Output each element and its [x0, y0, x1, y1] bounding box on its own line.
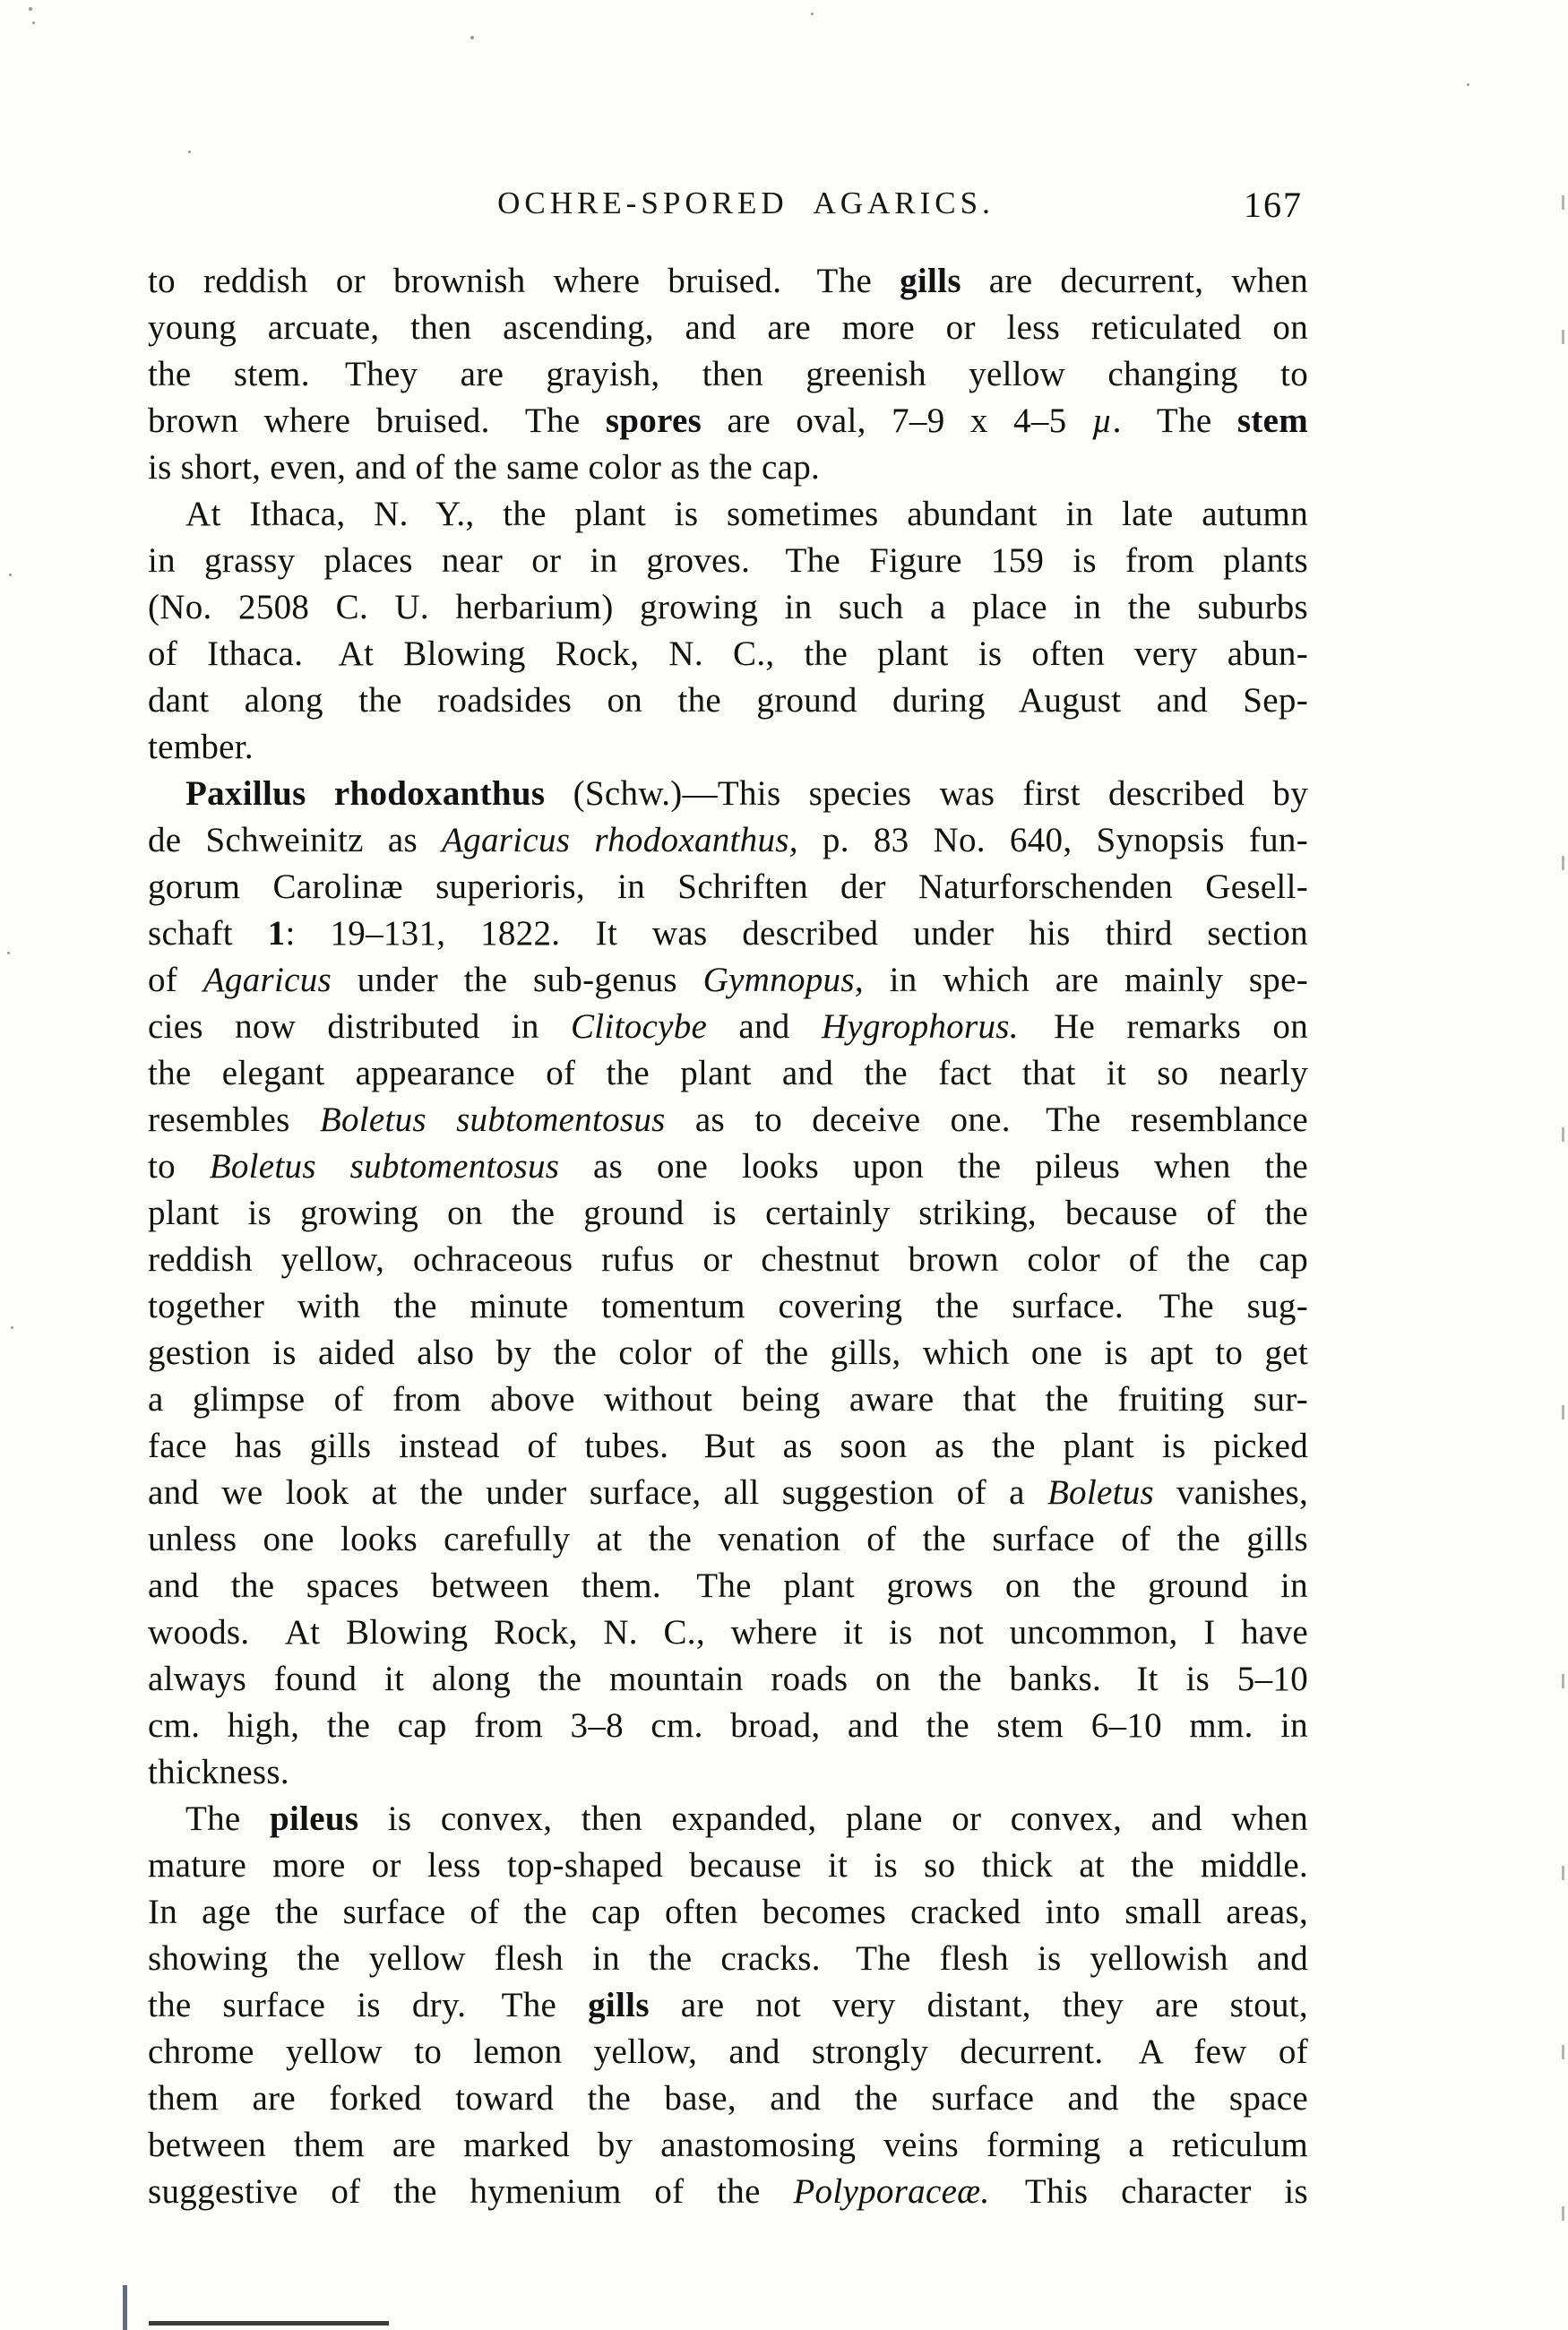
text-line — [148, 1796, 1308, 1842]
body-text: p. 83 No. 640, Synopsis fun- — [797, 821, 1308, 859]
scan-edge-mark — [1562, 2206, 1564, 2221]
text-line — [148, 398, 1308, 444]
text-line — [148, 538, 1308, 584]
scan-edge-mark — [1562, 1127, 1564, 1142]
bold-text: Paxillus rhodoxanthus — [185, 774, 546, 813]
body-text: between them are marked by anastomosing veins forming a reticulum — [148, 2126, 1308, 2164]
body-text: vanishes, — [1154, 1473, 1309, 1512]
body-text: brown where bruised. The — [148, 401, 606, 440]
italic-text: Boletus subtomentosus — [319, 1100, 666, 1139]
text-line — [148, 1237, 1308, 1283]
body-text: are oval, 7–9 x 4–5 — [702, 401, 1092, 440]
text-line — [148, 1516, 1308, 1563]
body-text: and the spaces between them. The plant grows on the ground in — [148, 1566, 1308, 1605]
text-line — [148, 631, 1308, 677]
italic-text: Agaricus — [202, 961, 332, 999]
body-text: de Schweinitz as — [148, 821, 443, 859]
paragraph — [148, 1796, 1308, 2215]
page-number: 167 — [1244, 185, 1303, 225]
body-text: of — [148, 961, 203, 999]
scan-speck — [29, 7, 32, 11]
text-line — [148, 444, 1308, 491]
text-line — [148, 1842, 1308, 1889]
italic-text: Polyporaceæ. — [793, 2172, 990, 2211]
body-text: is convex, then expanded, plane or convex, and when — [358, 1799, 1308, 1838]
italic-text: Agaricus rhodoxanthus, — [442, 821, 798, 859]
body-text: mature more or less top-shaped because it is so thick at the middle. — [148, 1846, 1308, 1885]
body-text: is short, even, and of the same color as the cap. — [148, 448, 821, 487]
body-text: and — [707, 1007, 822, 1046]
body-text: gorum Carolinæ superioris, in Schriften der Naturforschenden Gesell- — [148, 867, 1308, 906]
body-text: them are forked toward the base, and the surface and the space — [148, 2079, 1308, 2118]
text-line — [148, 1470, 1308, 1516]
text-line — [148, 1609, 1308, 1656]
scan-speck — [188, 151, 191, 153]
text-line — [148, 1050, 1308, 1097]
body-text: chrome yellow to lemon yellow, and strongly decurrent. A few of — [148, 2032, 1308, 2071]
body-text: the elegant appearance of the plant and the fact that it so nearly — [148, 1054, 1308, 1092]
text-line — [148, 584, 1308, 631]
text-line — [148, 1982, 1308, 2029]
page-title: OCHRE-SPORED AGARICS. — [497, 186, 995, 220]
bold-text: 1 — [267, 914, 286, 953]
body-text: to reddish or brownish where bruised. The — [148, 262, 900, 300]
bold-text: gills — [588, 1986, 650, 2024]
body-text: of Ithaca. At Blowing Rock, N. C., the plant is often very abun- — [148, 634, 1308, 673]
body-text: unless one looks carefully at the venation of the surface of the gills — [148, 1520, 1308, 1558]
body-text: (No. 2508 C. U. herbarium) growing in such a place in the suburbs — [148, 588, 1308, 626]
body-text: dant along the roadsides on the ground during August and Sep- — [148, 681, 1308, 720]
body-text: to — [148, 1147, 210, 1186]
text-line — [148, 351, 1308, 398]
text-line — [148, 2169, 1308, 2215]
italic-text: Boletus — [1047, 1473, 1155, 1512]
bold-text: gills — [900, 262, 961, 300]
body-text: together with the minute tomentum covering the surface. The sug- — [148, 1287, 1308, 1325]
text-line — [148, 1283, 1308, 1330]
body-text: This character is — [989, 2172, 1308, 2211]
body-text: the surface is dry. The — [148, 1986, 589, 2024]
text-line — [148, 2029, 1308, 2075]
text-line — [148, 1656, 1308, 1703]
body-text: are decurrent, when — [961, 262, 1308, 300]
scan-speck — [9, 574, 12, 576]
bold-text: stem — [1236, 401, 1308, 440]
body-text: suggestive of the hymenium of the — [148, 2172, 794, 2211]
italic-text: Boletus subtomentosus — [209, 1147, 560, 1186]
body-text: In age the surface of the cap often becomes cracked into small areas, — [148, 1893, 1308, 1931]
body-text: cm. high, the cap from 3–8 cm. broad, and the stem 6–10 mm. in — [148, 1706, 1308, 1745]
body-text: (Schw.)—This species was first described by — [545, 774, 1308, 813]
body-text: and we look at the under surface, all suggestion of a — [148, 1473, 1047, 1512]
text-body — [148, 258, 1308, 2215]
text-line — [148, 1376, 1308, 1423]
scan-speck — [1467, 83, 1469, 86]
body-text: At Ithaca, N. Y., the plant is sometimes abundant in late autumn — [185, 495, 1308, 533]
text-line — [148, 305, 1308, 351]
scan-bottom-mark — [123, 2285, 127, 2330]
scan-speck — [470, 36, 474, 39]
text-line — [148, 724, 1308, 771]
scan-edge-mark — [1562, 195, 1564, 210]
body-text: plant is growing on the ground is certainly striking, because of the — [148, 1194, 1308, 1232]
paragraph — [148, 771, 1308, 1796]
scan-edge-mark — [1562, 1674, 1564, 1688]
text-line — [148, 258, 1308, 305]
body-text: : 19–131, 1822. It was described under his third section — [285, 914, 1308, 953]
body-text: woods. At Blowing Rock, N. C., where it is not uncommon, I have — [148, 1613, 1308, 1652]
body-text: The — [185, 1799, 270, 1838]
text-line — [148, 491, 1308, 538]
scan-edge-mark — [1562, 2045, 1564, 2059]
text-line — [148, 771, 1308, 817]
text-line — [148, 817, 1308, 864]
running-head — [148, 186, 1308, 230]
text-line — [148, 2122, 1308, 2169]
body-text: the stem. They are grayish, then greenish yellow changing to — [148, 355, 1308, 393]
body-text: . The — [1112, 401, 1237, 440]
italic-text: µ — [1091, 401, 1113, 440]
text-line — [148, 1563, 1308, 1609]
body-text: always found it along the mountain roads on the banks. It is 5–10 — [148, 1660, 1308, 1698]
text-line — [148, 1889, 1308, 1936]
body-text: He remarks on — [1018, 1007, 1308, 1046]
text-line — [148, 1190, 1308, 1237]
text-line — [148, 1330, 1308, 1376]
scan-edge-mark — [1562, 1866, 1564, 1880]
body-text: schaft — [148, 914, 268, 953]
body-text: are not very distant, they are stout, — [649, 1986, 1308, 2024]
text-line — [148, 677, 1308, 724]
bold-text: spores — [605, 401, 702, 440]
scan-speck — [811, 13, 814, 15]
italic-text: Clitocybe — [570, 1007, 708, 1046]
scan-edge-mark — [1562, 330, 1564, 344]
body-text: in which are mainly spe- — [863, 961, 1309, 999]
text-line — [148, 1097, 1308, 1143]
body-text: as one looks upon the pileus when the — [559, 1147, 1308, 1186]
body-text: face has gills instead of tubes. But as soon as the plant is picked — [148, 1427, 1308, 1465]
italic-text: Hygrophorus. — [821, 1007, 1019, 1046]
scan-edge-mark — [1562, 1405, 1564, 1420]
text-line — [148, 2075, 1308, 2122]
text-line — [148, 1703, 1308, 1749]
text-line — [148, 1143, 1308, 1190]
italic-text: Gymnopus, — [702, 961, 864, 999]
body-text: a glimpse of from above without being aware that the fruiting sur- — [148, 1380, 1308, 1419]
body-text: showing the yellow flesh in the cracks. The flesh is yellowish and — [148, 1939, 1308, 1978]
text-line — [148, 1936, 1308, 1982]
scan-speck — [7, 952, 10, 954]
body-text: as to deceive one. The resemblance — [665, 1100, 1309, 1139]
paragraph — [148, 491, 1308, 771]
text-line — [148, 1423, 1308, 1470]
text-line — [148, 1004, 1308, 1050]
text-line — [148, 1749, 1308, 1796]
body-text: thickness. — [148, 1753, 289, 1791]
bold-text: pileus — [269, 1799, 359, 1838]
body-text: cies now distributed in — [148, 1007, 571, 1046]
text-line — [148, 864, 1308, 910]
paragraph — [148, 258, 1308, 491]
body-text: under the sub-genus — [332, 961, 703, 999]
scan-speck — [11, 1326, 13, 1329]
body-text: gestion is aided also by the color of the gills, which one is apt to get — [148, 1333, 1308, 1372]
body-text: resembles — [148, 1100, 320, 1139]
body-text: tember. — [148, 728, 254, 766]
body-text: in grassy places near or in groves. The Figure 159 is from plants — [148, 541, 1308, 580]
body-text: reddish yellow, ochraceous rufus or chestnut brown color of the cap — [148, 1240, 1308, 1279]
scan-edge-mark — [1562, 856, 1564, 870]
text-line — [148, 910, 1308, 957]
text-line — [148, 957, 1308, 1004]
scan-bottom-line — [149, 2321, 389, 2326]
body-text: young arcuate, then ascending, and are more or less reticulated on — [148, 308, 1308, 347]
scan-speck — [32, 22, 35, 24]
